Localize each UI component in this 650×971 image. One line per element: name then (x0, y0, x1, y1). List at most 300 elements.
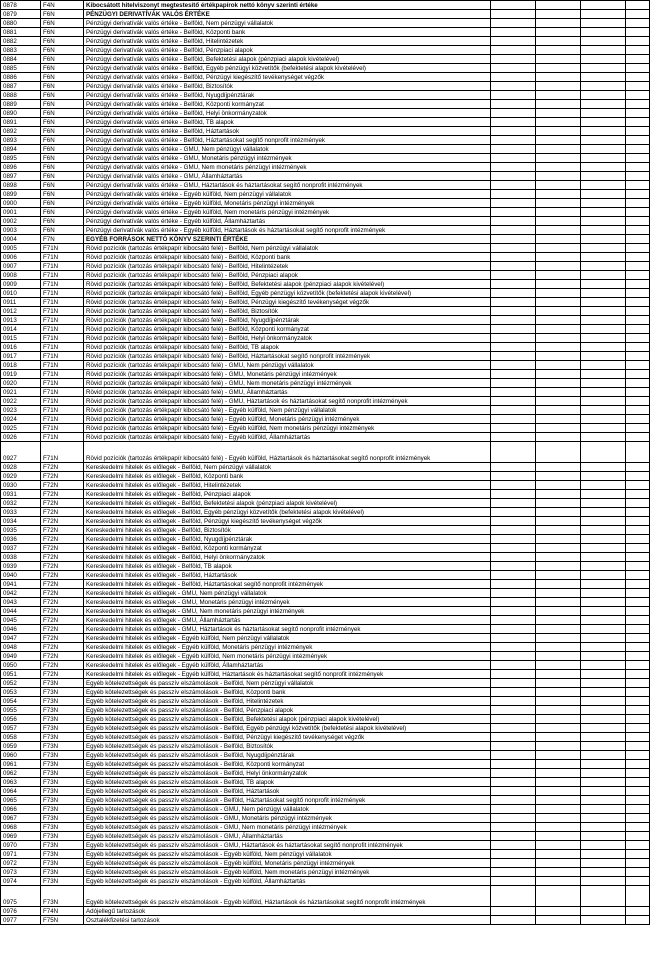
value-cell[interactable] (536, 388, 581, 397)
value-cell[interactable] (536, 490, 581, 499)
value-cell[interactable] (491, 244, 536, 253)
value-cell[interactable] (491, 109, 536, 118)
value-cell[interactable] (626, 562, 650, 571)
value-cell[interactable] (491, 163, 536, 172)
value-cell[interactable] (626, 100, 650, 109)
value-cell[interactable] (491, 91, 536, 100)
value-cell[interactable] (491, 136, 536, 145)
value-cell[interactable] (491, 280, 536, 289)
value-cell[interactable] (581, 778, 626, 787)
value-cell[interactable] (536, 442, 581, 463)
value-cell[interactable] (626, 571, 650, 580)
value-cell[interactable] (581, 190, 626, 199)
value-cell[interactable] (491, 832, 536, 841)
value-cell[interactable] (536, 424, 581, 433)
value-cell[interactable] (581, 145, 626, 154)
value-cell[interactable] (536, 907, 581, 916)
value-cell[interactable] (536, 172, 581, 181)
value-cell[interactable] (626, 607, 650, 616)
value-cell[interactable] (491, 100, 536, 109)
value-cell[interactable] (491, 661, 536, 670)
value-cell[interactable] (536, 406, 581, 415)
value-cell[interactable] (581, 553, 626, 562)
value-cell[interactable] (626, 388, 650, 397)
value-cell[interactable] (581, 706, 626, 715)
value-cell[interactable] (626, 316, 650, 325)
value-cell[interactable] (491, 643, 536, 652)
value-cell[interactable] (581, 634, 626, 643)
value-cell[interactable] (626, 544, 650, 553)
value-cell[interactable] (581, 787, 626, 796)
value-cell[interactable] (491, 634, 536, 643)
value-cell[interactable] (626, 472, 650, 481)
value-cell[interactable] (491, 370, 536, 379)
value-cell[interactable] (581, 715, 626, 724)
value-cell[interactable] (491, 490, 536, 499)
value-cell[interactable] (536, 499, 581, 508)
value-cell[interactable] (536, 289, 581, 298)
value-cell[interactable] (626, 724, 650, 733)
value-cell[interactable] (626, 823, 650, 832)
value-cell[interactable] (581, 100, 626, 109)
value-cell[interactable] (536, 208, 581, 217)
value-cell[interactable] (491, 787, 536, 796)
value-cell[interactable] (536, 634, 581, 643)
value-cell[interactable] (626, 226, 650, 235)
value-cell[interactable] (536, 580, 581, 589)
value-cell[interactable] (536, 379, 581, 388)
value-cell[interactable] (491, 433, 536, 442)
value-cell[interactable] (626, 490, 650, 499)
value-cell[interactable] (581, 55, 626, 64)
value-cell[interactable] (536, 190, 581, 199)
value-cell[interactable] (581, 280, 626, 289)
value-cell[interactable] (581, 535, 626, 544)
value-cell[interactable] (626, 751, 650, 760)
value-cell[interactable] (536, 91, 581, 100)
value-cell[interactable] (491, 463, 536, 472)
value-cell[interactable] (491, 1, 536, 10)
value-cell[interactable] (491, 553, 536, 562)
value-cell[interactable] (626, 154, 650, 163)
value-cell[interactable] (536, 877, 581, 886)
value-cell[interactable] (536, 760, 581, 769)
value-cell[interactable] (536, 100, 581, 109)
value-cell[interactable] (581, 109, 626, 118)
value-cell[interactable] (626, 679, 650, 688)
value-cell[interactable] (536, 109, 581, 118)
value-cell[interactable] (581, 697, 626, 706)
value-cell[interactable] (491, 769, 536, 778)
value-cell[interactable] (491, 580, 536, 589)
value-cell[interactable] (536, 661, 581, 670)
value-cell[interactable] (581, 607, 626, 616)
value-cell[interactable] (491, 517, 536, 526)
value-cell[interactable] (626, 433, 650, 442)
value-cell[interactable] (491, 688, 536, 697)
value-cell[interactable] (626, 235, 650, 244)
value-cell[interactable] (626, 916, 650, 925)
value-cell[interactable] (491, 670, 536, 679)
value-cell[interactable] (626, 535, 650, 544)
value-cell[interactable] (536, 244, 581, 253)
value-cell[interactable] (581, 73, 626, 82)
value-cell[interactable] (626, 190, 650, 199)
value-cell[interactable] (626, 553, 650, 562)
value-cell[interactable] (581, 262, 626, 271)
value-cell[interactable] (491, 181, 536, 190)
value-cell[interactable] (536, 145, 581, 154)
value-cell[interactable] (581, 424, 626, 433)
value-cell[interactable] (536, 805, 581, 814)
value-cell[interactable] (581, 361, 626, 370)
value-cell[interactable] (581, 406, 626, 415)
value-cell[interactable] (581, 334, 626, 343)
value-cell[interactable] (491, 118, 536, 127)
value-cell[interactable] (536, 433, 581, 442)
value-cell[interactable] (536, 814, 581, 823)
value-cell[interactable] (536, 733, 581, 742)
value-cell[interactable] (491, 19, 536, 28)
value-cell[interactable] (536, 316, 581, 325)
value-cell[interactable] (536, 181, 581, 190)
value-cell[interactable] (491, 10, 536, 19)
value-cell[interactable] (581, 751, 626, 760)
value-cell[interactable] (626, 163, 650, 172)
value-cell[interactable] (491, 226, 536, 235)
value-cell[interactable] (491, 841, 536, 850)
value-cell[interactable] (536, 778, 581, 787)
value-cell[interactable] (626, 580, 650, 589)
value-cell[interactable] (536, 325, 581, 334)
value-cell[interactable] (536, 850, 581, 859)
value-cell[interactable] (581, 244, 626, 253)
value-cell[interactable] (626, 670, 650, 679)
value-cell[interactable] (626, 616, 650, 625)
value-cell[interactable] (581, 343, 626, 352)
value-cell[interactable] (581, 742, 626, 751)
value-cell[interactable] (581, 181, 626, 190)
value-cell[interactable] (626, 796, 650, 805)
value-cell[interactable] (491, 571, 536, 580)
value-cell[interactable] (626, 625, 650, 634)
value-cell[interactable] (491, 145, 536, 154)
value-cell[interactable] (581, 724, 626, 733)
value-cell[interactable] (491, 289, 536, 298)
value-cell[interactable] (581, 91, 626, 100)
value-cell[interactable] (581, 199, 626, 208)
value-cell[interactable] (581, 850, 626, 859)
value-cell[interactable] (626, 652, 650, 661)
value-cell[interactable] (491, 706, 536, 715)
value-cell[interactable] (491, 307, 536, 316)
value-cell[interactable] (626, 424, 650, 433)
value-cell[interactable] (626, 109, 650, 118)
value-cell[interactable] (536, 10, 581, 19)
value-cell[interactable] (536, 679, 581, 688)
value-cell[interactable] (536, 271, 581, 280)
value-cell[interactable] (491, 415, 536, 424)
value-cell[interactable] (626, 598, 650, 607)
value-cell[interactable] (491, 715, 536, 724)
value-cell[interactable] (536, 73, 581, 82)
value-cell[interactable] (626, 244, 650, 253)
value-cell[interactable] (536, 55, 581, 64)
value-cell[interactable] (491, 424, 536, 433)
value-cell[interactable] (581, 796, 626, 805)
value-cell[interactable] (491, 616, 536, 625)
value-cell[interactable] (536, 724, 581, 733)
value-cell[interactable] (626, 343, 650, 352)
value-cell[interactable] (626, 526, 650, 535)
value-cell[interactable] (626, 10, 650, 19)
value-cell[interactable] (581, 688, 626, 697)
value-cell[interactable] (626, 253, 650, 262)
value-cell[interactable] (536, 226, 581, 235)
value-cell[interactable] (626, 289, 650, 298)
value-cell[interactable] (581, 769, 626, 778)
value-cell[interactable] (581, 760, 626, 769)
value-cell[interactable] (581, 598, 626, 607)
value-cell[interactable] (536, 37, 581, 46)
value-cell[interactable] (626, 415, 650, 424)
value-cell[interactable] (536, 28, 581, 37)
value-cell[interactable] (581, 325, 626, 334)
value-cell[interactable] (491, 442, 536, 463)
value-cell[interactable] (536, 769, 581, 778)
value-cell[interactable] (581, 517, 626, 526)
value-cell[interactable] (491, 235, 536, 244)
value-cell[interactable] (536, 841, 581, 850)
value-cell[interactable] (536, 352, 581, 361)
value-cell[interactable] (536, 625, 581, 634)
value-cell[interactable] (491, 271, 536, 280)
value-cell[interactable] (536, 415, 581, 424)
value-cell[interactable] (536, 544, 581, 553)
value-cell[interactable] (536, 571, 581, 580)
value-cell[interactable] (626, 217, 650, 226)
value-cell[interactable] (581, 841, 626, 850)
value-cell[interactable] (626, 778, 650, 787)
value-cell[interactable] (536, 706, 581, 715)
value-cell[interactable] (626, 463, 650, 472)
value-cell[interactable] (536, 163, 581, 172)
value-cell[interactable] (626, 64, 650, 73)
value-cell[interactable] (626, 715, 650, 724)
value-cell[interactable] (626, 262, 650, 271)
value-cell[interactable] (581, 571, 626, 580)
value-cell[interactable] (491, 562, 536, 571)
value-cell[interactable] (626, 499, 650, 508)
value-cell[interactable] (581, 499, 626, 508)
value-cell[interactable] (536, 868, 581, 877)
value-cell[interactable] (536, 526, 581, 535)
value-cell[interactable] (581, 316, 626, 325)
value-cell[interactable] (491, 325, 536, 334)
value-cell[interactable] (491, 679, 536, 688)
value-cell[interactable] (581, 832, 626, 841)
value-cell[interactable] (581, 916, 626, 925)
value-cell[interactable] (581, 127, 626, 136)
value-cell[interactable] (626, 199, 650, 208)
value-cell[interactable] (581, 388, 626, 397)
value-cell[interactable] (626, 397, 650, 406)
value-cell[interactable] (626, 859, 650, 868)
value-cell[interactable] (581, 397, 626, 406)
value-cell[interactable] (536, 136, 581, 145)
value-cell[interactable] (536, 517, 581, 526)
value-cell[interactable] (626, 334, 650, 343)
value-cell[interactable] (491, 253, 536, 262)
value-cell[interactable] (536, 859, 581, 868)
value-cell[interactable] (626, 172, 650, 181)
value-cell[interactable] (491, 298, 536, 307)
value-cell[interactable] (491, 733, 536, 742)
value-cell[interactable] (626, 37, 650, 46)
value-cell[interactable] (581, 28, 626, 37)
value-cell[interactable] (536, 19, 581, 28)
value-cell[interactable] (536, 832, 581, 841)
value-cell[interactable] (581, 580, 626, 589)
value-cell[interactable] (491, 697, 536, 706)
value-cell[interactable] (491, 589, 536, 598)
value-cell[interactable] (626, 814, 650, 823)
value-cell[interactable] (491, 28, 536, 37)
value-cell[interactable] (626, 370, 650, 379)
value-cell[interactable] (536, 562, 581, 571)
value-cell[interactable] (491, 625, 536, 634)
value-cell[interactable] (491, 814, 536, 823)
value-cell[interactable] (536, 463, 581, 472)
value-cell[interactable] (626, 481, 650, 490)
value-cell[interactable] (581, 472, 626, 481)
value-cell[interactable] (581, 64, 626, 73)
value-cell[interactable] (581, 481, 626, 490)
value-cell[interactable] (626, 73, 650, 82)
value-cell[interactable] (491, 481, 536, 490)
value-cell[interactable] (626, 517, 650, 526)
value-cell[interactable] (491, 886, 536, 907)
value-cell[interactable] (626, 841, 650, 850)
value-cell[interactable] (491, 217, 536, 226)
value-cell[interactable] (626, 1, 650, 10)
value-cell[interactable] (626, 442, 650, 463)
value-cell[interactable] (491, 397, 536, 406)
value-cell[interactable] (581, 526, 626, 535)
value-cell[interactable] (626, 850, 650, 859)
value-cell[interactable] (536, 199, 581, 208)
value-cell[interactable] (491, 190, 536, 199)
value-cell[interactable] (581, 562, 626, 571)
value-cell[interactable] (626, 28, 650, 37)
value-cell[interactable] (581, 823, 626, 832)
value-cell[interactable] (581, 370, 626, 379)
value-cell[interactable] (536, 46, 581, 55)
value-cell[interactable] (626, 19, 650, 28)
value-cell[interactable] (581, 10, 626, 19)
value-cell[interactable] (626, 307, 650, 316)
value-cell[interactable] (581, 907, 626, 916)
value-cell[interactable] (581, 1, 626, 10)
value-cell[interactable] (536, 82, 581, 91)
value-cell[interactable] (491, 652, 536, 661)
value-cell[interactable] (536, 886, 581, 907)
value-cell[interactable] (536, 751, 581, 760)
value-cell[interactable] (581, 217, 626, 226)
value-cell[interactable] (581, 859, 626, 868)
value-cell[interactable] (626, 118, 650, 127)
value-cell[interactable] (491, 544, 536, 553)
value-cell[interactable] (491, 82, 536, 91)
value-cell[interactable] (581, 733, 626, 742)
value-cell[interactable] (536, 508, 581, 517)
value-cell[interactable] (536, 697, 581, 706)
value-cell[interactable] (491, 916, 536, 925)
value-cell[interactable] (581, 661, 626, 670)
value-cell[interactable] (536, 370, 581, 379)
value-cell[interactable] (626, 508, 650, 517)
value-cell[interactable] (491, 724, 536, 733)
value-cell[interactable] (491, 73, 536, 82)
value-cell[interactable] (536, 397, 581, 406)
value-cell[interactable] (581, 235, 626, 244)
value-cell[interactable] (491, 379, 536, 388)
value-cell[interactable] (581, 652, 626, 661)
value-cell[interactable] (581, 136, 626, 145)
value-cell[interactable] (581, 589, 626, 598)
value-cell[interactable] (491, 805, 536, 814)
value-cell[interactable] (536, 217, 581, 226)
value-cell[interactable] (491, 388, 536, 397)
value-cell[interactable] (536, 118, 581, 127)
value-cell[interactable] (626, 832, 650, 841)
value-cell[interactable] (581, 625, 626, 634)
value-cell[interactable] (581, 433, 626, 442)
value-cell[interactable] (626, 733, 650, 742)
value-cell[interactable] (491, 64, 536, 73)
value-cell[interactable] (536, 481, 581, 490)
value-cell[interactable] (581, 886, 626, 907)
value-cell[interactable] (536, 235, 581, 244)
value-cell[interactable] (581, 271, 626, 280)
value-cell[interactable] (581, 163, 626, 172)
value-cell[interactable] (581, 226, 626, 235)
value-cell[interactable] (626, 406, 650, 415)
value-cell[interactable] (491, 37, 536, 46)
value-cell[interactable] (581, 82, 626, 91)
value-cell[interactable] (491, 742, 536, 751)
value-cell[interactable] (536, 688, 581, 697)
value-cell[interactable] (536, 823, 581, 832)
value-cell[interactable] (536, 280, 581, 289)
value-cell[interactable] (536, 589, 581, 598)
value-cell[interactable] (536, 652, 581, 661)
value-cell[interactable] (626, 145, 650, 154)
value-cell[interactable] (626, 868, 650, 877)
value-cell[interactable] (626, 787, 650, 796)
value-cell[interactable] (581, 379, 626, 388)
value-cell[interactable] (491, 361, 536, 370)
value-cell[interactable] (491, 343, 536, 352)
value-cell[interactable] (491, 823, 536, 832)
value-cell[interactable] (626, 886, 650, 907)
value-cell[interactable] (491, 172, 536, 181)
value-cell[interactable] (581, 643, 626, 652)
value-cell[interactable] (536, 787, 581, 796)
value-cell[interactable] (491, 751, 536, 760)
value-cell[interactable] (536, 334, 581, 343)
value-cell[interactable] (536, 472, 581, 481)
